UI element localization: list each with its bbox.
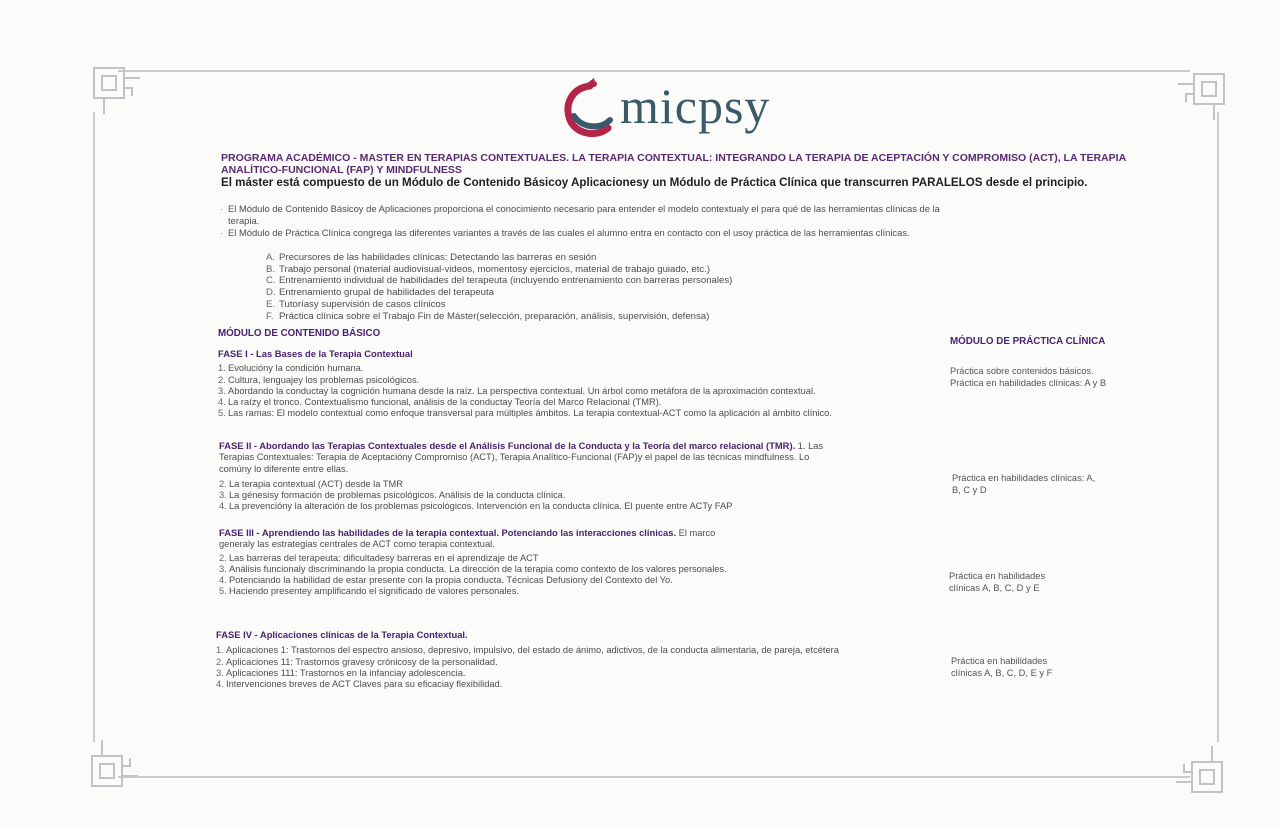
list-item: [266, 299, 732, 311]
basic-module-title: MÓDULO DE CONTENIDO BÁSICO: [218, 328, 381, 339]
item-text: Las barreras del terapeuta: dificultadesy barreras en el aprendizaje de ACT: [229, 552, 539, 563]
item-text: Potenciando la habilidad de estar presente con la propia conducta. Técnicas Defusiony del Contexto del Yo.: [229, 575, 673, 586]
item-number: 3.: [218, 385, 226, 396]
list-text: Tutoríasy supervisión de casos clínicos: [279, 298, 446, 310]
item-number: 2.: [219, 552, 227, 563]
phase-item: [219, 575, 739, 586]
item-number: 1.: [216, 645, 224, 656]
item-number: 3.: [216, 667, 224, 678]
list-text: Trabajo personal (material audiovisual-videos, momentosy ejercicios, material de trabajo guiado, etc.): [279, 263, 711, 275]
practice-module-title: MÓDULO DE PRÁCTICA CLÍNICA: [950, 336, 1106, 347]
phase-item: [216, 645, 886, 656]
phase-item: [218, 375, 908, 386]
corner-ornament-bottom-right: [1174, 744, 1224, 794]
item-text: Evolucióny la condición humana.: [228, 363, 364, 374]
item-text: Abordando la conductay la cognición humana desde la raíz. La perspectiva contextual. Un árbol como metáfora de la aproximación contextual.: [228, 385, 816, 396]
phase-title: FASE II - Abordando las Terapias Contextuales desde el Análisis Funcional de la Conducta y la Teoría del marco relacional (TMR).: [219, 440, 796, 451]
phase-intro: El marco generaly las estrategias centrales de ACT como terapia contextual.: [219, 528, 716, 550]
intro-bullet: · El Módulo de Contenido Básicoy de Aplicaciones proporciona el conocimiento necesario para entender el modelo contextualy el para qué de las herramientas clínicas de la terapia.: [220, 203, 960, 227]
item-text: Análisis funcionaly discriminando la propia conducta. La dirección de la terapia como contexto de los valores personales.: [229, 563, 727, 574]
phase-item: [216, 657, 886, 668]
list-text: Práctica clínica sobre el Trabajo Fin de Máster(selección, preparación, análisis, supervisión, defensa): [279, 310, 710, 322]
document-header: [221, 153, 1131, 190]
phase-1: [218, 348, 908, 420]
list-item: [266, 311, 732, 323]
phase-item: [218, 386, 908, 397]
list-letter: D.: [266, 287, 276, 299]
item-text: Las ramas: El modelo contextual como enfoque transversal para múltiples ámbitos. La terapia contextual-ACT como la aplicación al ámbito clínico.: [228, 408, 832, 419]
item-number: 4.: [219, 575, 227, 586]
item-number: 4.: [219, 501, 227, 512]
intro-bullets: [220, 203, 960, 239]
intro-bullet: · El Módulo de Práctica Clínica congrega las diferentes variantes a través de las cuales el alumno entra en contacto con el usoy práctica de las herramientas clínicas.: [220, 227, 960, 239]
item-number: 3.: [219, 490, 227, 501]
list-letter: A.: [266, 252, 276, 263]
item-text: Intervenciones breves de ACT Claves para su eficaciay flexibilidad.: [226, 679, 503, 690]
phase-3: [219, 527, 739, 598]
phase-2: [219, 440, 839, 513]
corner-ornament-top-left: [92, 66, 142, 116]
phase-title: FASE III - Aprendiendo las habilidades de la terapia contextual. Potenciando las interacciones clínicas.: [219, 527, 677, 538]
item-text: Aplicaciones 111: Trastornos en la infanciay adolescencia.: [226, 667, 466, 678]
item-number: 4.: [218, 397, 226, 408]
item-number: 5.: [218, 408, 226, 419]
hummingbird-logo-icon: [560, 76, 620, 140]
phase-item: [219, 501, 839, 512]
phase-title: FASE IV - Aplicaciones clínicas de la Terapia Contextual.: [216, 629, 468, 640]
phase-item: [218, 363, 908, 374]
list-letter: E.: [266, 298, 276, 310]
item-text: La prevencióny la alteración de los problemas psicológicos. Intervención en la conducta clínica. El puente entre ACTy FAP: [229, 501, 733, 512]
corner-ornament-bottom-left: [90, 738, 140, 788]
item-text: La génesisy formación de problemas psicológicos. Análisis de la conducta clínica.: [229, 490, 566, 501]
item-text: Haciendo presentey amplificando el significado de valores personales.: [229, 586, 519, 597]
program-subtitle: El máster está compuesto de un Módulo de Contenido Básicoy Aplicacionesy un Módulo de Práctica Clínica que transcurren PARALELOS desde el principio.: [221, 176, 1088, 189]
item-number: 4.: [216, 679, 224, 690]
phase-item: [219, 586, 739, 597]
brand-wordmark: micpsy: [620, 78, 771, 134]
list-item: [266, 287, 732, 299]
program-title: PROGRAMA ACADÉMICO - MASTER EN TERAPIAS CONTEXTUALES. LA TERAPIA CONTEXTUAL: INTEGRANDO LA TERAPIA DE ACEPTACIÓN Y COMPROMISO (ACT), LA TERAPIA ANALÍTICO-FUNCIONAL (FAP) Y MINDFULNESS: [221, 152, 1126, 176]
frame-right: [1217, 112, 1219, 742]
frame-bottom: [118, 776, 1190, 778]
item-text: Aplicaciones 11: Trastornos gravesy crónicosy de la personalidad.: [226, 656, 498, 667]
list-text: Entrenamiento grupal de habilidades del terapeuta: [279, 287, 494, 299]
item-text: La raízy el tronco. Contextualismo funcional, análisis de la conductay Teoría del Marco Relacional (TMR).: [228, 397, 662, 408]
list-text: Entrenamiento individual de habilidades del terapeuta (incluyendo entrenamiento con barreras personales): [279, 275, 733, 287]
phase-item: [218, 397, 908, 408]
list-letter: C.: [266, 275, 276, 287]
item-text: La terapia contextual (ACT) desde la TMR: [229, 478, 403, 489]
micpsy-logo: [560, 74, 780, 144]
item-number: 2.: [216, 656, 224, 667]
phase-2-practice: Práctica en habilidades clínicas: A, B, C y D: [952, 473, 1096, 495]
list-item: [266, 275, 732, 287]
item-number: 3.: [219, 563, 227, 574]
frame-left: [93, 112, 95, 742]
phase-item: [219, 479, 839, 490]
item-text: Aplicaciones 1: Trastornos del espectro ansioso, depresivo, impulsivo, del estado de ánimo, adictivos, de la conducta alimentaria, de pareja, etcétera: [226, 645, 839, 656]
phase-item: [216, 679, 886, 690]
practice-components-list: [266, 252, 732, 322]
phase-item: [219, 490, 839, 501]
list-item: [266, 252, 732, 264]
list-letter: B.: [266, 263, 276, 275]
corner-ornament-top-right: [1176, 72, 1226, 122]
phase-item: [218, 408, 908, 419]
phase-title: FASE I - Las Bases de la Terapia Contextual: [218, 348, 413, 359]
list-letter: F.: [266, 310, 274, 322]
item-number: 1.: [218, 363, 226, 374]
phase-3-practice: Práctica en habilidades clínicas A, B, C, D y E: [949, 571, 1046, 593]
list-item: [266, 264, 732, 276]
frame-top: [118, 70, 1190, 72]
list-text: Precursores de las habilidades clínicas: Detectando las barreras en sesión: [279, 252, 597, 263]
item-number: 2.: [218, 374, 226, 385]
phase-4-practice: Práctica en habilidades clínicas A, B, C, D, E y F: [951, 656, 1053, 678]
phase-item: [219, 553, 739, 564]
phase-1-practice: Práctica sobre contenidos básicos. Práctica en habilidades clínicas: A y B: [950, 366, 1107, 388]
phase-item: [216, 668, 886, 679]
phase-item: [219, 564, 739, 575]
item-number: 5.: [219, 586, 227, 597]
phase-4: [216, 629, 886, 690]
phase-intro: 1. Las Terapias Contextuales: Terapia de Aceptacióny Compromiso (ACT), Terapia Analítico-Funcional (FAP)y el papel de las técnicas mindfulness. Lo comúny lo diferente entre ellas.: [219, 441, 824, 474]
item-number: 2.: [219, 478, 227, 489]
item-text: Cultura, lenguajey los problemas psicológicos.: [228, 374, 420, 385]
